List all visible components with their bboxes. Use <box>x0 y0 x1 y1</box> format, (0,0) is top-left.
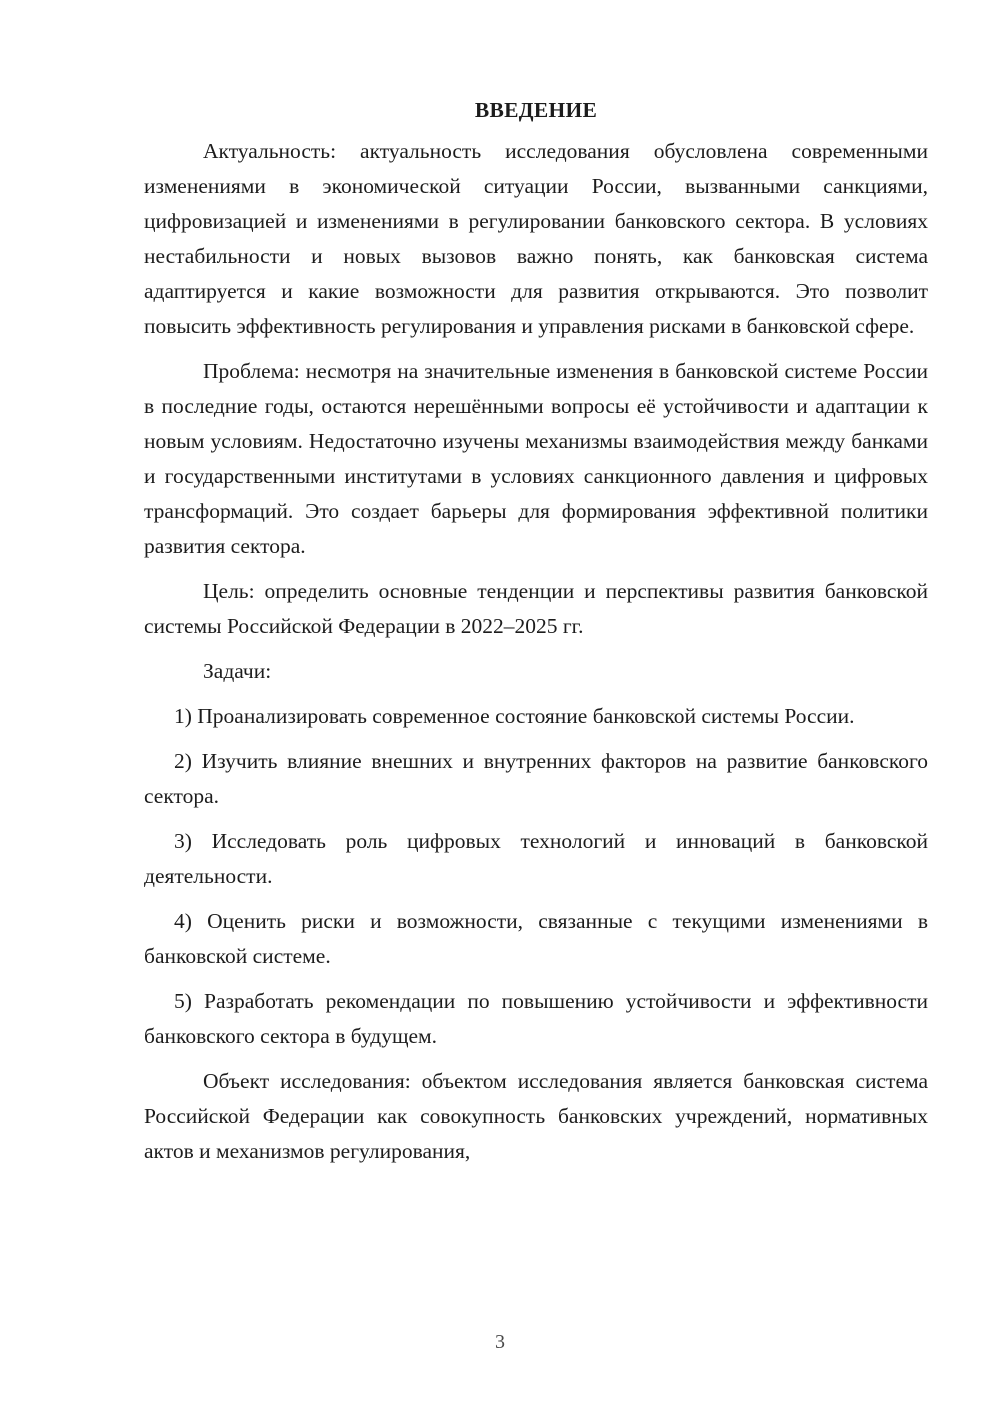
task-item: 5) Разработать рекомендации по повышению устойчивости и эффективности банковского сектора в будущем. <box>144 989 928 1048</box>
task-item: 2) Изучить влияние внешних и внутренних факторов на развитие банковского сектора. <box>144 749 928 808</box>
page-number: 3 <box>495 1331 505 1353</box>
tasks-heading: Задачи: <box>203 659 272 683</box>
problem-paragraph: Проблема: несмотря на значительные изменения в банковской системе России в последние годы, остаются нерешёнными вопросы её устойчивости и адаптации к новым условиям. Недостаточно изучены механизмы взаимодействия между банками и государственными институтами в условиях санкционного давления и цифровых трансформаций. Это создает барьеры для формирования эффективной политики развития сектора. <box>144 359 928 558</box>
relevance-paragraph: Актуальность: актуальность исследования обусловлена современными изменениями в экономической ситуации России, вызванными санкциями, цифровизацией и изменениями в регулировании банковского сектора. В условиях нестабильности и новых вызовов важно понять, как банковская система адаптируется и какие возможности для развития открываются. Это позволит повысить эффективность регулирования и управления рисками в банковской сфере. <box>144 139 928 338</box>
task-item: 1) Проанализировать современное состояние банковской системы России. <box>174 704 855 728</box>
task-item: 4) Оценить риски и возможности, связанные с текущими изменениями в банковской системе. <box>144 909 928 968</box>
task-item: 3) Исследовать роль цифровых технологий и инноваций в банковской деятельности. <box>144 829 928 888</box>
document-body <box>144 93 928 1179</box>
goal-paragraph: Цель: определить основные тенденции и перспективы развития банковской системы Российской Федерации в 2022–2025 гг. <box>144 579 928 638</box>
object-paragraph: Объект исследования: объектом исследования является банковская система Российской Федерации как совокупность банковских учреждений, нормативных актов и механизмов регулирования, <box>144 1069 928 1163</box>
section-title: ВВЕДЕНИЕ <box>474 98 598 122</box>
